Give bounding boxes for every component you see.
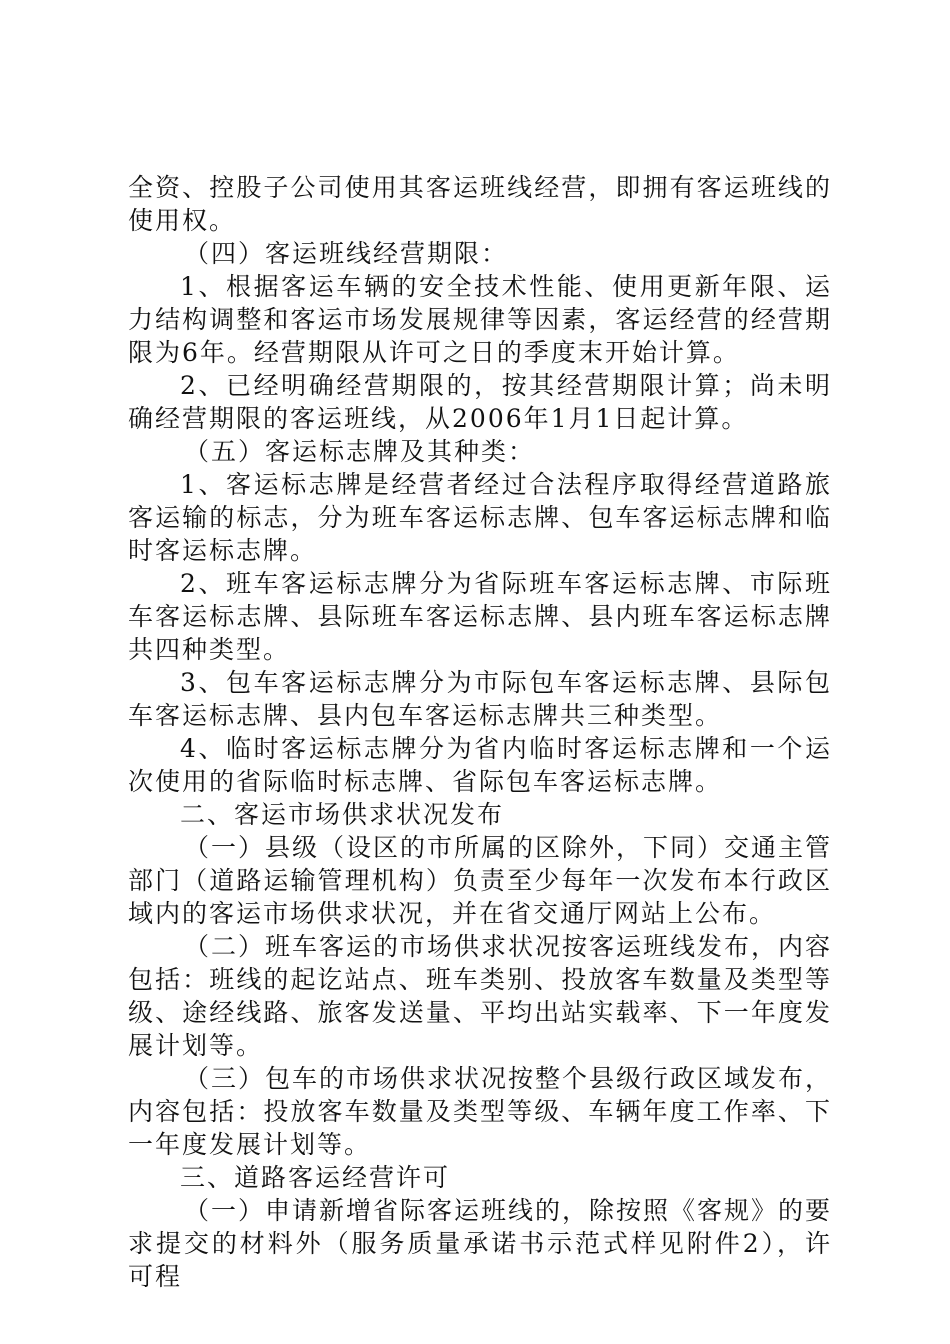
document-body bbox=[128, 171, 832, 1293]
paragraph-supply-2: （二）班车客运的市场供求状况按客运班线发布，内容包括：班线的起讫站点、班车类别、投放客车数量及类型等级、途经线路、旅客发送量、平均出站实载率、下一年度发展计划等。 bbox=[128, 932, 833, 1060]
chapter-heading-3: 三、道路客运经营许可 bbox=[180, 1163, 451, 1192]
paragraph-continuation: 全资、控股子公司使用其客运班线经营，即拥有客运班线的使用权。 bbox=[128, 173, 832, 235]
paragraph-term-1: 1、根据客运车辆的安全技术性能、使用更新年限、运力结构调整和客运市场发展规律等因素，客运经营的经营期限为6年。经营期限从许可之日的季度末开始计算。 bbox=[128, 272, 832, 367]
paragraph-license-1: （一）申请新增省际客运班线的，除按照《客规》的要求提交的材料外（服务质量承诺书示范式样见附件2），许可程 bbox=[128, 1196, 833, 1291]
section-heading-5: （五）客运标志牌及其种类： bbox=[184, 437, 536, 466]
paragraph-sign-4: 4、临时客运标志牌分为省内临时客运标志牌和一个运次使用的省际临时标志牌、省际包车客运标志牌。 bbox=[128, 734, 832, 796]
paragraph-sign-1: 1、客运标志牌是经营者经过合法程序取得经营道路旅客运输的标志，分为班车客运标志牌、包车客运标志牌和临时客运标志牌。 bbox=[128, 470, 832, 565]
paragraph-term-2: 2、已经明确经营期限的，按其经营期限计算；尚未明确经营期限的客运班线，从2006年1月1日起计算。 bbox=[128, 371, 832, 433]
paragraph-supply-1: （一）县级（设区的市所属的区除外，下同）交通主管部门（道路运输管理机构）负责至少每年一次发布本行政区域内的客运市场供求状况，并在省交通厅网站上公布。 bbox=[128, 833, 833, 928]
section-heading-4: （四）客运班线经营期限： bbox=[184, 239, 509, 268]
paragraph-sign-3: 3、包车客运标志牌分为市际包车客运标志牌、县际包车客运标志牌、县内包车客运标志牌共三种类型。 bbox=[128, 668, 832, 730]
chapter-heading-2: 二、客运市场供求状况发布 bbox=[180, 800, 505, 829]
paragraph-supply-3: （三）包车的市场供求状况按整个县级行政区域发布，内容包括：投放客车数量及类型等级、车辆年度工作率、下一年度发展计划等。 bbox=[128, 1064, 833, 1159]
paragraph-sign-2: 2、班车客运标志牌分为省际班车客运标志牌、市际班车客运标志牌、县际班车客运标志牌、县内班车客运标志牌共四种类型。 bbox=[128, 569, 832, 664]
